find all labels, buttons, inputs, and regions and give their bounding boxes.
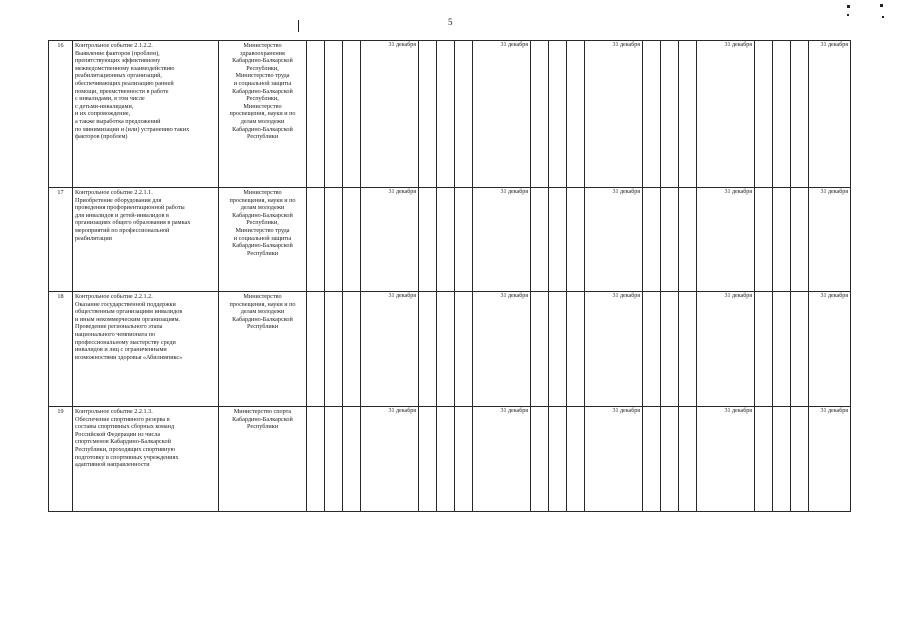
responsible-executor-line: Кабардино-Балкарской (232, 242, 293, 250)
responsible-executor-line: и социальной защиты (233, 234, 292, 242)
empty-cell (343, 41, 361, 188)
event-description-line: а также выработка предложений (75, 117, 161, 125)
responsible-executor-line: Республики, (246, 219, 279, 227)
empty-cell (661, 407, 679, 512)
empty-cell (325, 292, 343, 407)
empty-cell (791, 292, 809, 407)
event-description-line: по минимизации и (или) устранению таких (75, 125, 190, 133)
empty-cell (567, 292, 585, 407)
empty-cell (531, 188, 549, 292)
empty-cell (773, 407, 791, 512)
responsible-executor-line: Кабардино-Балкарской (232, 57, 293, 65)
empty-cell (567, 41, 585, 188)
empty-cell (531, 292, 549, 407)
event-description-line: инвалидов и лиц с ограниченными (75, 346, 167, 354)
responsible-executor-line: Кабардино-Балкарской (232, 315, 293, 323)
event-description-line: с детьми-инвалидами, (75, 102, 134, 110)
event-description-line: Обеспечение спортивного резерва в (75, 415, 170, 423)
scan-mark (847, 5, 850, 8)
deadline-date: 31 декабря (585, 292, 643, 407)
empty-cell (307, 292, 325, 407)
event-description-line: проведения профориентационной работы (75, 204, 185, 212)
empty-cell (455, 188, 473, 292)
empty-cell (325, 188, 343, 292)
responsible-executor-line: Кабардино-Балкарской (232, 125, 293, 133)
empty-cell (455, 292, 473, 407)
responsible-executor-line: Министерство спорта (233, 408, 292, 415)
event-description-line: Контрольное событие 2.2.1.1. (75, 189, 153, 196)
event-description-line: возможностями здоровья «Абилимпикс» (75, 353, 183, 361)
empty-cell (661, 188, 679, 292)
deadline-date: 31 декабря (585, 41, 643, 188)
empty-cell (567, 188, 585, 292)
empty-cell (307, 41, 325, 188)
deadline-date: 31 декабря (697, 188, 755, 292)
event-description-line: профессиональному мастерству среди (75, 338, 176, 346)
empty-cell (679, 188, 697, 292)
table-row (49, 41, 851, 188)
empty-cell (773, 188, 791, 292)
event-description-line: реабилитации (75, 234, 112, 242)
table-row (49, 407, 851, 512)
responsible-executor-line: Министерство (243, 293, 282, 300)
empty-cell (549, 407, 567, 512)
responsible-executor-cell (219, 292, 307, 407)
responsible-executor-line: Министерство труда (235, 72, 290, 80)
responsible-executor-line: делам молодежи (240, 204, 285, 212)
scan-mark (847, 14, 849, 16)
responsible-executor-line: просвещения, науки и по (229, 300, 296, 308)
deadline-date: 31 декабря (473, 41, 531, 188)
empty-cell (531, 407, 549, 512)
event-description-line: обеспечивающих реализацию ранней (75, 79, 174, 87)
empty-cell (679, 41, 697, 188)
empty-cell (755, 407, 773, 512)
responsible-executor-line: Министерство (243, 42, 282, 49)
empty-cell (549, 292, 567, 407)
table-row (49, 188, 851, 292)
empty-cell (419, 41, 437, 188)
empty-cell (549, 41, 567, 188)
event-description-line: реабилитационных организаций, (75, 72, 162, 80)
empty-cell (643, 41, 661, 188)
empty-cell (307, 407, 325, 512)
event-description-line: Оказание государственной поддержки (75, 300, 176, 308)
empty-cell (419, 188, 437, 292)
responsible-executor-line: Министерство труда (235, 226, 290, 234)
empty-cell (419, 292, 437, 407)
event-description-line: межведомственному взаимодействию (75, 64, 175, 72)
scan-mark (882, 16, 884, 18)
empty-cell (679, 292, 697, 407)
deadline-date: 31 декабря (361, 188, 419, 292)
deadline-date: 31 декабря (361, 41, 419, 188)
responsible-executor-cell (219, 41, 307, 188)
responsible-executor-line: Республики, (246, 95, 279, 103)
responsible-executor-line: Кабардино-Балкарской (232, 87, 293, 95)
event-description-line: и их сопровождение, (75, 110, 131, 118)
deadline-date: 31 декабря (585, 407, 643, 512)
empty-cell (343, 188, 361, 292)
empty-cell (549, 188, 567, 292)
empty-cell (419, 407, 437, 512)
deadline-date: 31 декабря (697, 292, 755, 407)
schedule-table (48, 40, 851, 512)
responsible-executor-line: Республики (246, 423, 279, 431)
event-description-cell (73, 292, 219, 407)
event-description-line: Российской Федерации из числа (75, 430, 161, 438)
empty-cell (791, 407, 809, 512)
deadline-date: 31 декабря (585, 188, 643, 292)
empty-cell (325, 41, 343, 188)
row-number: 19 (49, 407, 73, 512)
deadline-date: 31 декабря (809, 292, 851, 407)
responsible-executor-line: Министерство (243, 102, 282, 110)
empty-cell (325, 407, 343, 512)
deadline-date: 31 декабря (809, 41, 851, 188)
event-description-line: адаптивной направленности (75, 461, 150, 469)
row-number: 17 (49, 188, 73, 292)
responsible-executor-line: Кабардино-Балкарской (232, 211, 293, 219)
event-description-line: с инвалидами, в том числе (75, 95, 145, 103)
deadline-date: 31 декабря (361, 292, 419, 407)
scan-mark (298, 20, 299, 32)
event-description-line: Контрольное событие 2.2.1.2. (75, 293, 153, 300)
event-description-line: для инвалидов и детей-инвалидов в (75, 211, 169, 219)
responsible-executor-line: Республики (246, 249, 279, 257)
deadline-date: 31 декабря (473, 407, 531, 512)
row-number: 18 (49, 292, 73, 407)
deadline-date: 31 декабря (473, 188, 531, 292)
deadline-date: 31 декабря (361, 407, 419, 512)
event-description-line: Проведение регионального этапа (75, 323, 163, 331)
event-description-line: Контрольное событие 2.2.1.3. (75, 408, 153, 415)
empty-cell (791, 188, 809, 292)
event-description-line: Контрольное событие 2.1.2.2. (75, 42, 153, 49)
empty-cell (755, 41, 773, 188)
empty-cell (437, 188, 455, 292)
empty-cell (791, 41, 809, 188)
deadline-date: 31 декабря (697, 407, 755, 512)
event-description-cell (73, 407, 219, 512)
event-description-line: организациях общего образования в рамках (75, 219, 191, 227)
responsible-executor-line: Кабардино-Балкарской (232, 415, 293, 423)
event-description-line: подготовку в спортивных учреждениях (75, 453, 179, 461)
event-description-line: помощи, преемственности в работе (75, 87, 169, 95)
empty-cell (307, 188, 325, 292)
empty-cell (773, 41, 791, 188)
event-description-line: препятствующих эффективному (75, 57, 161, 65)
empty-cell (755, 292, 773, 407)
row-number: 16 (49, 41, 73, 188)
page-number: 5 (448, 17, 453, 27)
event-description-cell (73, 41, 219, 188)
table-row (49, 292, 851, 407)
responsible-executor-cell (219, 188, 307, 292)
empty-cell (661, 41, 679, 188)
empty-cell (437, 407, 455, 512)
responsible-executor-line: Министерство (243, 189, 282, 196)
responsible-executor-line: и социальной защиты (233, 79, 292, 87)
event-description-line: национального чемпионата по (75, 330, 156, 338)
event-description-line: составы спортивных сборных команд (75, 423, 175, 431)
responsible-executor-line: здравоохранения (240, 49, 285, 57)
empty-cell (755, 188, 773, 292)
responsible-executor-line: Республики, (246, 64, 279, 72)
event-description-line: Приобретение оборудования для (75, 196, 162, 204)
deadline-date: 31 декабря (809, 188, 851, 292)
empty-cell (643, 188, 661, 292)
event-description-line: и иным некоммерческим организациям. (75, 315, 181, 323)
empty-cell (773, 292, 791, 407)
empty-cell (343, 407, 361, 512)
empty-cell (531, 41, 549, 188)
deadline-date: 31 декабря (473, 292, 531, 407)
empty-cell (437, 41, 455, 188)
event-description-line: Выявление факторов (проблем), (75, 49, 160, 57)
responsible-executor-line: делам молодежи (240, 117, 285, 125)
event-description-line: спортсменов Кабардино-Балкарской (75, 438, 171, 446)
empty-cell (437, 292, 455, 407)
event-description-line: общественным организациям инвалидов (75, 308, 183, 316)
responsible-executor-line: просвещения, науки и по (229, 110, 296, 118)
event-description-cell (73, 188, 219, 292)
empty-cell (567, 407, 585, 512)
event-description-line: факторов (проблем) (75, 133, 128, 141)
empty-cell (455, 41, 473, 188)
scan-mark (880, 4, 883, 7)
deadline-date: 31 декабря (809, 407, 851, 512)
responsible-executor-cell (219, 407, 307, 512)
responsible-executor-line: делам молодежи (240, 308, 285, 316)
empty-cell (455, 407, 473, 512)
responsible-executor-line: Республики (246, 133, 279, 141)
deadline-date: 31 декабря (697, 41, 755, 188)
empty-cell (661, 292, 679, 407)
responsible-executor-line: просвещения, науки и по (229, 196, 296, 204)
empty-cell (343, 292, 361, 407)
empty-cell (643, 292, 661, 407)
event-description-line: Республики, проходящих спортивную (75, 445, 176, 453)
event-description-line: мероприятий по профессиональной (75, 226, 170, 234)
empty-cell (643, 407, 661, 512)
empty-cell (679, 407, 697, 512)
responsible-executor-line: Республики (246, 323, 279, 331)
